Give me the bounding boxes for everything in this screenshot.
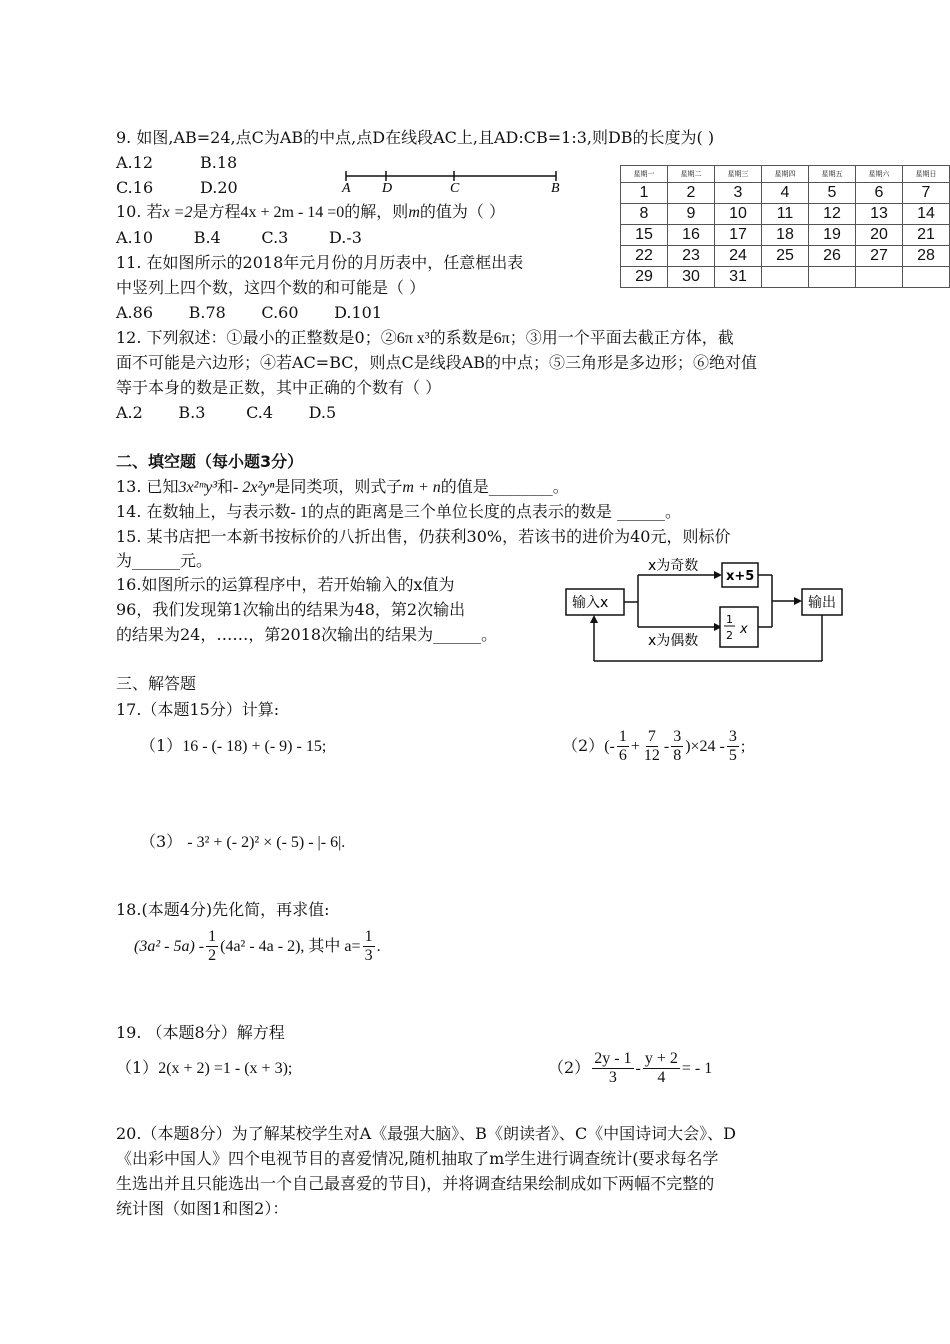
q9-option-d: D.20 [200, 178, 238, 197]
q12-line1: 12. 下列叙述：①最小的正整数是0；②6π x³的系数是6π；③用一个平面去截正方体，截 [116, 328, 734, 347]
calendar-header: 星期四 [762, 166, 809, 183]
q19-part2: （2） $\frac{2y - 1}{3}$ - $\frac{y + 2}{4}$ = - 1 [548, 1050, 713, 1086]
calendar-cell: 2 [668, 183, 715, 204]
q19-title: 19. （本题8分）解方程 [116, 1023, 285, 1042]
q10-stem: 10. 若x =2是方程4x + 2m - 14 =0的解，则m的值为（ ） [116, 202, 505, 221]
q17-part1: （1）16 - (- 18) + (- 9) - 15; [140, 736, 327, 755]
calendar-row [621, 246, 950, 267]
calendar-cell: 9 [668, 204, 715, 225]
calendar-cell: 28 [903, 246, 950, 267]
q12-line3: 等于本身的数是正数，其中正确的个数有（ ） [116, 378, 442, 397]
calendar-cell: 30 [668, 267, 715, 288]
q17-part2: （2）(- $\frac{1}{6}$ + $\frac{7}{12}$ - $\frac{3}{8}$ )×24 - $\frac{3}{5}$ ; [562, 728, 746, 764]
calendar-cell [903, 267, 950, 288]
calendar-cell [762, 267, 809, 288]
q15-line2: 为______元。 [116, 551, 213, 570]
calendar-header: 星期六 [856, 166, 903, 183]
flow-output-label: 输出 [808, 595, 836, 611]
flow-odd-label: x为奇数 [648, 558, 699, 574]
calendar-cell: 4 [762, 183, 809, 204]
q20-line2: 《出彩中国人》四个电视节目的喜爱情况,随机抽取了m学生进行调查统计(要求每名学 [116, 1149, 719, 1168]
calendar-cell: 17 [715, 225, 762, 246]
calendar-header: 星期五 [809, 166, 856, 183]
calendar-cell: 5 [809, 183, 856, 204]
q20-line3: 生选出并且只能选出一个自己最喜爱的节目)，并将调查结果绘制成如下两幅不完整的 [116, 1174, 715, 1193]
calendar-header-row [621, 166, 950, 183]
calendar-cell: 1 [621, 183, 668, 204]
q9-option-b: B.18 [200, 153, 238, 172]
flow-even-label: x为偶数 [648, 633, 699, 649]
q11-options: A.86 B.78 C.60 D.101 [116, 303, 383, 322]
svg-text:1: 1 [726, 613, 733, 626]
calendar-cell: 23 [668, 246, 715, 267]
calendar-header: 星期日 [903, 166, 950, 183]
calendar-cell: 19 [809, 225, 856, 246]
calendar-cell: 31 [715, 267, 762, 288]
q20-line1: 20.（本题8分）为了解某校学生对A《最强大脑》、B《朗读者》、C《中国诗词大会》、D [116, 1124, 737, 1143]
q9-stem: 9. 如图,AB=24,点C为AB的中点,点D在线段AC上,且AD:CB=1:3,则DB的长度为( ) [116, 128, 715, 147]
calendar-cell: 27 [856, 246, 903, 267]
q15-line1: 15. 某书店把一本新书按标价的八折出售，仍获利30%，若该书的进价为40元，则标价 [116, 527, 731, 546]
calendar-cell: 20 [856, 225, 903, 246]
q18-expression: (3a² - 5a) - $\frac{1}{2}$ (4a² - 4a - 2), 其中 a= $\frac{1}{3}$ . [134, 928, 381, 964]
q17-part3: （3） - 3² + (- 2)² × (- 5) - |- 6|. [140, 832, 346, 851]
point-b-label: B [551, 181, 560, 196]
calendar-row [621, 225, 950, 246]
calendar-cell: 10 [715, 204, 762, 225]
calendar-cell: 25 [762, 246, 809, 267]
calendar-row [621, 183, 950, 204]
calendar-cell [809, 267, 856, 288]
calendar-row [621, 267, 950, 288]
q16-line3: 的结果为24，……，第2018次输出的结果为______。 [116, 625, 498, 644]
flowchart-figure [560, 555, 850, 667]
calendar-cell: 13 [856, 204, 903, 225]
calendar-cell: 21 [903, 225, 950, 246]
calendar-cell: 24 [715, 246, 762, 267]
section-fill-in-title: 二、填空题（每小题3分） [116, 452, 304, 471]
calendar-header: 星期三 [715, 166, 762, 183]
calendar-header: 星期一 [621, 166, 668, 183]
calendar-cell [856, 267, 903, 288]
calendar-cell: 14 [903, 204, 950, 225]
calendar-table [620, 165, 950, 288]
flow-half-label: x [740, 622, 748, 637]
q16-line1: 16.如图所示的运算程序中，若开始输入的x值为 [116, 575, 455, 594]
q19-part1: （1）2(x + 2) =1 - (x + 3); [116, 1058, 293, 1077]
q12-options: A.2 B.3 C.4 D.5 [116, 403, 337, 422]
segment-figure [338, 166, 568, 196]
q10-options: A.10 B.4 C.3 D.-3 [116, 228, 362, 247]
q20-line4: 统计图（如图1和图2）： [116, 1199, 289, 1218]
calendar-cell: 18 [762, 225, 809, 246]
q13: 13. 已知3x²ᵐy³和- 2x²yⁿ是同类项，则式子m + n的值是________。 [116, 477, 569, 496]
calendar-row [621, 204, 950, 225]
calendar-cell: 12 [809, 204, 856, 225]
calendar-cell: 26 [809, 246, 856, 267]
flow-add-label: x+5 [726, 569, 755, 584]
calendar-header: 星期二 [668, 166, 715, 183]
q17-title: 17.（本题15分）计算: [116, 700, 280, 719]
point-c-label: C [450, 181, 460, 196]
q14: 14. 在数轴上，与表示数- 1的点的距离是三个单位长度的点表示的数是 ______。 [116, 502, 681, 521]
calendar-cell: 22 [621, 246, 668, 267]
calendar-cell: 29 [621, 267, 668, 288]
point-a-label: A [342, 181, 351, 196]
q12-line2: 面不可能是六边形；④若AC=BC，则点C是线段AB的中点；⑤三角形是多边形；⑥绝对值 [116, 353, 758, 372]
calendar-cell: 7 [903, 183, 950, 204]
calendar-cell: 6 [856, 183, 903, 204]
calendar-cell: 15 [621, 225, 668, 246]
q9-option-a: A.12 [116, 153, 153, 172]
q11-line1: 11. 在如图所示的2018年元月份的月历表中，任意框出表 [116, 253, 524, 272]
q16-line2: 96，我们发现第1次输出的结果为48，第2次输出 [116, 600, 466, 619]
calendar-cell: 11 [762, 204, 809, 225]
section-solve-title: 三、解答题 [116, 674, 197, 693]
flow-input-label: 输入x [572, 595, 609, 611]
calendar-cell: 16 [668, 225, 715, 246]
calendar-cell: 3 [715, 183, 762, 204]
q9-option-c: C.16 [116, 178, 154, 197]
calendar-cell: 8 [621, 204, 668, 225]
q11-line2: 中竖列上四个数，这四个数的和可能是（ ） [116, 278, 426, 297]
point-d-label: D [382, 181, 393, 196]
q18-title: 18.(本题4分)先化简，再求值: [116, 900, 330, 919]
svg-text:2: 2 [726, 629, 733, 642]
